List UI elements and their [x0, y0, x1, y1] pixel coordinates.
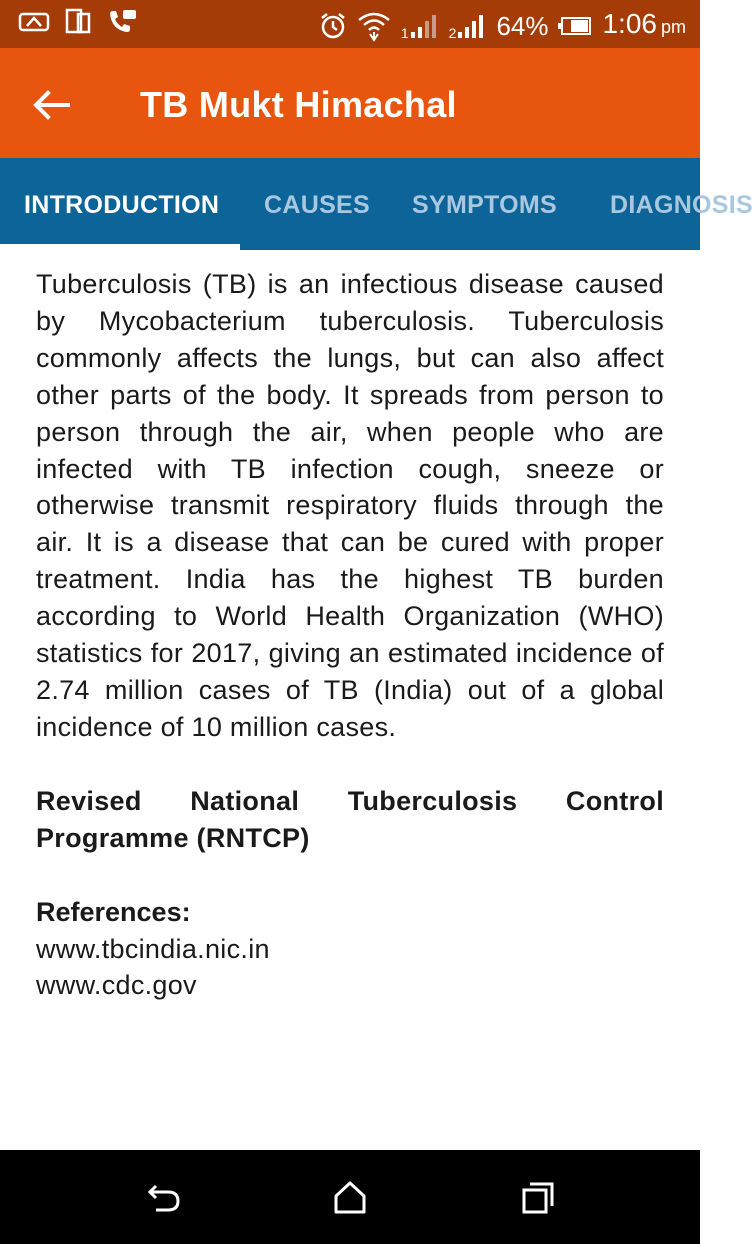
status-time: [602, 6, 686, 45]
clock-time: 1:06: [602, 8, 657, 39]
intro-paragraph: Tuberculosis (TB) is an infectious disease caused by Mycobacterium tuberculosis. Tuberculosis commonly affects the lungs, but can also affect other parts of the body. It spreads from person to person through the air, when people who are infected with TB infection cough, sneeze or otherwise transmit respiratory fluids through the air. It is a disease that can be cured with proper treatment. India has the highest TB burden according to World Health Organization (WHO) statistics for 2017, giving an estimated incidence of 2.74 million cases of TB (India) out of a global incidence of 10 million cases.: [36, 269, 664, 742]
tab-introduction[interactable]: INTRODUCTION: [24, 191, 220, 219]
tab-bar: [0, 158, 753, 250]
home-icon: [330, 1178, 370, 1218]
battery-percent: 64%: [496, 10, 549, 41]
status-bar: [0, 0, 700, 48]
app-bar: [0, 48, 700, 158]
signal-icon-sim2: [449, 12, 487, 40]
tab-symptoms[interactable]: SYMPTOMS: [412, 191, 558, 219]
tab-causes[interactable]: CAUSES: [264, 191, 370, 219]
back-button[interactable]: [28, 81, 76, 129]
references-heading: References:: [36, 896, 191, 927]
tab-indicator: [0, 244, 240, 250]
reference-link-tbcindia[interactable]: www.tbcindia.nic.in: [36, 933, 270, 964]
navigation-bar: [0, 1150, 700, 1244]
page-title: TB Mukt Himachal: [140, 84, 457, 125]
content-area: [36, 266, 664, 1004]
program-heading: Revised National Tuberculosis Control Programme (RNTCP): [36, 785, 664, 853]
battery-icon: [558, 16, 592, 36]
clock-ampm: pm: [660, 17, 686, 37]
nav-back-button[interactable]: [144, 1178, 184, 1218]
sim1-label: 1: [400, 24, 409, 41]
recents-icon: [518, 1178, 558, 1218]
nav-recents-button[interactable]: [518, 1178, 558, 1218]
reference-link-cdc[interactable]: www.cdc.gov: [36, 970, 197, 1001]
wifi-icon: [357, 10, 391, 42]
notification-icon: [18, 10, 50, 34]
alarm-icon: [319, 12, 347, 40]
tab-diagnosis[interactable]: DIAGNOSIS: [610, 191, 753, 219]
sim-icon: [64, 8, 92, 36]
arrow-left-icon: [28, 81, 76, 129]
sim2-label: 2: [448, 24, 457, 41]
call-icon: [106, 8, 138, 36]
nav-home-button[interactable]: [330, 1178, 370, 1218]
back-icon: [144, 1178, 184, 1218]
signal-icon-sim1: [401, 12, 439, 40]
